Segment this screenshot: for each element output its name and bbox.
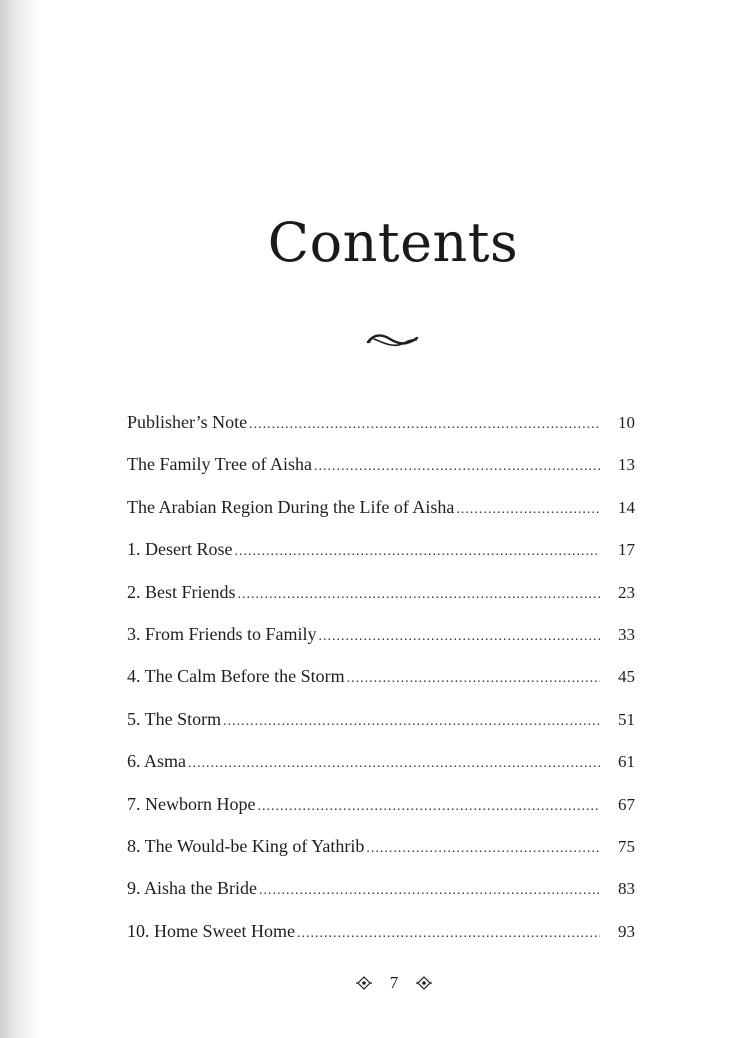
- dot-leader: [188, 743, 600, 785]
- dot-leader: [223, 701, 600, 743]
- toc-entry-title: 8. The Would-be King of Yathrib: [127, 835, 365, 856]
- toc-entry-title: 3. From Friends to Family: [127, 623, 317, 644]
- toc-entry-title: 7. Newborn Hope: [127, 793, 256, 814]
- page-footer: [356, 972, 432, 994]
- dot-leader: [257, 786, 600, 828]
- toc-entry-title: Publisher’s Note: [127, 412, 248, 432]
- dot-leader: [238, 574, 600, 616]
- toc-entry[interactable]: [127, 486, 636, 528]
- toc-entry[interactable]: [127, 740, 636, 782]
- toc-entry-page-number: 67: [618, 794, 635, 814]
- dot-leader: [319, 616, 600, 658]
- toc-entry[interactable]: [127, 910, 636, 952]
- page-title: Contents: [267, 211, 519, 274]
- toc-entry-title: The Arabian Region During the Life of Aisha: [127, 496, 455, 517]
- toc-entry-page-number: 10: [618, 413, 635, 432]
- toc-entry[interactable]: [127, 655, 636, 697]
- dot-leader: [366, 828, 600, 870]
- dot-leader: [456, 489, 600, 531]
- toc-entry[interactable]: [127, 528, 636, 570]
- toc-entry[interactable]: [127, 443, 636, 485]
- toc-entry-page-number: 13: [618, 455, 635, 475]
- toc-entry-page-number: 93: [618, 921, 635, 941]
- dot-leader: [259, 870, 600, 912]
- toc-entry-title: The Family Tree of Aisha: [127, 454, 312, 475]
- toc-entry-page-number: 45: [618, 667, 635, 687]
- toc-entry[interactable]: [127, 825, 636, 867]
- toc-entry-page-number: 75: [618, 836, 635, 856]
- toc-entry-page-number: 51: [618, 709, 635, 729]
- toc-entry[interactable]: [127, 401, 636, 443]
- dot-leader: [347, 658, 600, 700]
- toc-entry-title: 2. Best Friends: [127, 581, 236, 602]
- diamond-ornament-icon: [416, 975, 432, 991]
- toc-entry[interactable]: [127, 571, 636, 613]
- dot-leader: [297, 913, 600, 955]
- toc-entry-title: 1. Desert Rose: [127, 539, 233, 560]
- table-of-contents: [127, 401, 636, 952]
- toc-entry[interactable]: [127, 698, 636, 740]
- dot-leader: [234, 531, 600, 573]
- toc-entry-title: 6. Asma: [127, 751, 187, 772]
- toc-entry[interactable]: [127, 867, 636, 909]
- toc-entry-page-number: 17: [618, 540, 635, 560]
- toc-entry-page-number: 23: [618, 582, 635, 602]
- swash-flourish-icon: [366, 328, 420, 352]
- page-gutter-shadow: [0, 0, 38, 1038]
- diamond-ornament-icon: [356, 975, 372, 991]
- page-number: 7: [389, 973, 399, 992]
- toc-entry-title: 9. Aisha the Bride: [127, 878, 257, 899]
- toc-entry-page-number: 83: [618, 879, 635, 899]
- dot-leader: [249, 404, 600, 446]
- dot-leader: [314, 446, 600, 488]
- toc-entry-title: 4. The Calm Before the Storm: [127, 666, 345, 687]
- toc-entry[interactable]: [127, 613, 636, 655]
- toc-entry-page-number: 14: [618, 497, 635, 517]
- toc-entry[interactable]: [127, 783, 636, 825]
- toc-entry-page-number: 61: [618, 752, 635, 772]
- toc-entry-page-number: 33: [618, 624, 635, 644]
- toc-entry-title: 10. Home Sweet Home: [127, 920, 295, 941]
- toc-entry-title: 5. The Storm: [127, 708, 222, 729]
